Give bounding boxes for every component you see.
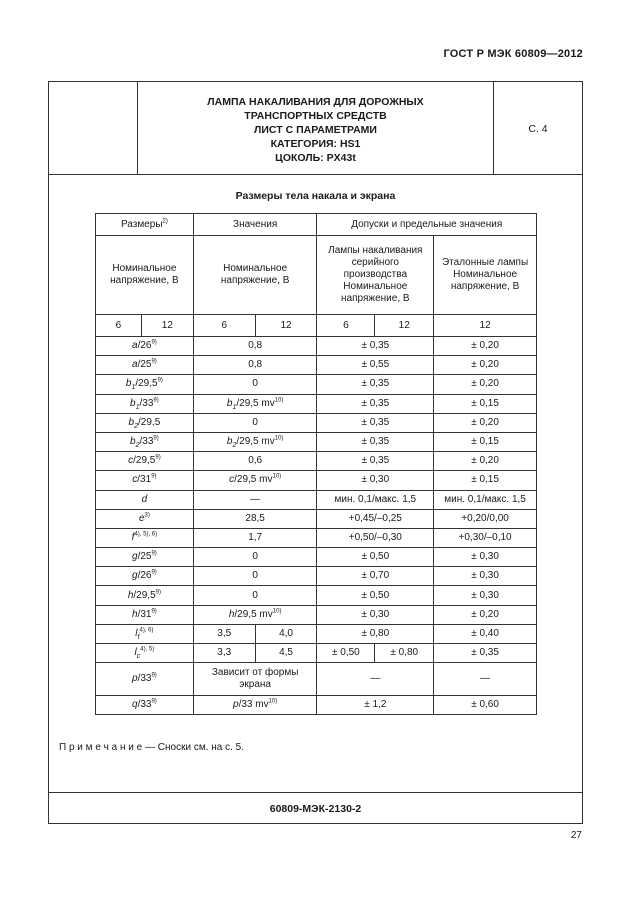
tolerance-cell: ± 0,35 bbox=[317, 337, 434, 356]
value-cell: Зависит от формы экрана bbox=[193, 663, 317, 696]
parameter-cell: $b_2/29,5$ bbox=[96, 413, 194, 432]
parameter-cell: $l_c^{4), 5)}$ bbox=[96, 644, 194, 663]
reference-tolerance-cell: +0,20/0,00 bbox=[434, 509, 537, 528]
parameter-cell: p/33$^{9)}$ bbox=[96, 663, 194, 696]
col-header-dimensions: Размеры$^{2)}$ bbox=[96, 214, 194, 236]
table-row bbox=[96, 337, 537, 356]
parameter-cell: c/29,5$^{9)}$ bbox=[96, 452, 194, 471]
value-cell: 0 bbox=[193, 567, 317, 586]
parameter-symbol: $b_2$ bbox=[130, 436, 140, 450]
reference-tolerance-cell: ± 0,60 bbox=[434, 696, 537, 715]
section-title: Размеры тела накала и экрана bbox=[235, 190, 396, 202]
voltage-12: 12 bbox=[434, 315, 537, 337]
tolerance-cell: ± 0,35 bbox=[317, 375, 434, 394]
parameter-symbol: q bbox=[132, 699, 138, 711]
table-row bbox=[96, 490, 537, 509]
parameter-cell: a/26$^{9)}$ bbox=[96, 337, 194, 356]
tolerance-cell: +0,50/–0,30 bbox=[317, 528, 434, 547]
reference-tolerance-cell: +0,30/–0,10 bbox=[434, 528, 537, 547]
tolerance-cell: ± 0,30 bbox=[317, 471, 434, 490]
header-title bbox=[138, 82, 494, 175]
sheet-code: 60809-МЭК-2130-2 bbox=[269, 803, 362, 815]
parameter-cell: g/25$^{9)}$ bbox=[96, 548, 194, 567]
table-row bbox=[96, 471, 537, 490]
table-row bbox=[96, 548, 537, 567]
value-symbol: h bbox=[228, 608, 235, 620]
footer-divider bbox=[49, 792, 582, 793]
reference-tolerance-cell: ± 0,15 bbox=[434, 394, 537, 413]
tolerance-cell: мин. 0,1/макс. 1,5 bbox=[317, 490, 434, 509]
value-cell: $b_1/29,5$ $mv^{10)}$ bbox=[193, 394, 317, 413]
parameter-symbol: a bbox=[132, 340, 138, 352]
col-header-values-voltage: Номинальное напряжение, В bbox=[193, 236, 317, 315]
value-12v: 4,0 bbox=[255, 624, 317, 643]
col-header-tolerances: Допуски и предельные значения bbox=[317, 214, 537, 236]
value-symbol: p bbox=[233, 699, 239, 711]
value-cell: 0 bbox=[193, 375, 317, 394]
parameter-cell: $e^{3)}$ bbox=[96, 509, 194, 528]
table-row bbox=[96, 432, 537, 451]
reference-tolerance-cell: ± 0,15 bbox=[434, 471, 537, 490]
value-symbol: $b_2$ bbox=[226, 436, 237, 450]
parameter-symbol: $b_2$ bbox=[128, 416, 139, 430]
parameter-cell: $b_1/33^{9)}$ bbox=[96, 394, 194, 413]
header-line: КАТЕГОРИЯ: HS1 bbox=[270, 138, 361, 150]
value-12v: 4,5 bbox=[255, 644, 317, 663]
parameter-cell bbox=[96, 490, 194, 509]
reference-tolerance-cell: ± 0,40 bbox=[434, 624, 537, 643]
table-row bbox=[96, 586, 537, 605]
table-row bbox=[96, 567, 537, 586]
parameter-symbol: a bbox=[132, 359, 138, 371]
reference-tolerance-cell: ± 0,20 bbox=[434, 452, 537, 471]
dimensions-table bbox=[95, 213, 537, 715]
value-cell: 0 bbox=[193, 413, 317, 432]
parameter-symbol: p bbox=[132, 673, 138, 685]
table-row bbox=[96, 605, 537, 624]
header-line: ТРАНСПОРТНЫХ СРЕДСТВ bbox=[244, 110, 387, 122]
voltage-6: 6 bbox=[317, 315, 375, 337]
reference-tolerance-cell: ± 0,15 bbox=[434, 432, 537, 451]
col-header-values: Значения bbox=[193, 214, 317, 236]
parameter-cell: $f^{4), 5), 6)}$ bbox=[96, 528, 194, 547]
table-row bbox=[96, 624, 537, 643]
parameter-symbol: $l_f$ bbox=[135, 627, 140, 641]
header-blank-cell bbox=[49, 82, 138, 175]
value-cell: 0,6 bbox=[193, 452, 317, 471]
value-cell: $b_2/29,5$ $mv^{10)}$ bbox=[193, 432, 317, 451]
reference-tolerance-cell: ± 0,20 bbox=[434, 413, 537, 432]
tolerance-cell: ± 0,50 bbox=[317, 548, 434, 567]
reference-tolerance-cell: ± 0,35 bbox=[434, 644, 537, 663]
sheet-page-label: С. 4 bbox=[528, 122, 548, 135]
table-row bbox=[96, 663, 537, 696]
col-header-series-lamps: Лампы накаливания серийного производства Номинальное напряжение, В bbox=[317, 236, 434, 315]
voltage-12: 12 bbox=[141, 315, 193, 337]
tolerance-cell: ± 0,35 bbox=[317, 413, 434, 432]
parameter-symbol: h bbox=[127, 589, 134, 601]
reference-tolerance-cell: ± 0,30 bbox=[434, 567, 537, 586]
voltage-12: 12 bbox=[255, 315, 317, 337]
parameter-symbol: c bbox=[132, 474, 138, 486]
reference-tolerance-cell: ± 0,30 bbox=[434, 586, 537, 605]
header-line: ЛИСТ С ПАРАМЕТРАМИ bbox=[254, 124, 377, 136]
parameter-symbol: c bbox=[128, 455, 134, 467]
tolerance-cell: ± 0,35 bbox=[317, 394, 434, 413]
sheet-frame bbox=[48, 81, 583, 824]
parameter-cell: $b_1/29,5^{9)}$ bbox=[96, 375, 194, 394]
reference-tolerance-cell: ± 0,20 bbox=[434, 605, 537, 624]
reference-tolerance-cell: ± 0,20 bbox=[434, 375, 537, 394]
value-cell: — bbox=[193, 490, 317, 509]
parameter-cell: g/26$^{9)}$ bbox=[96, 567, 194, 586]
tolerance-cell: ± 0,55 bbox=[317, 356, 434, 375]
tolerance-6v: ± 0,50 bbox=[317, 644, 375, 663]
parameter-symbol: d bbox=[141, 493, 148, 505]
value-symbol: c bbox=[229, 474, 235, 486]
parameter-symbol: g bbox=[132, 570, 138, 582]
standard-number: ГОСТ Р МЭК 60809—2012 bbox=[443, 48, 583, 60]
value-cell: 1,7 bbox=[193, 528, 317, 547]
table-row bbox=[96, 375, 537, 394]
tolerance-cell: ± 1,2 bbox=[317, 696, 434, 715]
tolerance-cell: ± 0,35 bbox=[317, 432, 434, 451]
col-header-nominal-voltage: Номинальное напряжение, В bbox=[96, 236, 194, 315]
reference-tolerance-cell: — bbox=[434, 663, 537, 696]
voltage-12: 12 bbox=[375, 315, 434, 337]
voltage-6: 6 bbox=[193, 315, 255, 337]
tolerance-cell: — bbox=[317, 663, 434, 696]
table-row bbox=[96, 528, 537, 547]
parameter-symbol: $b_1$ bbox=[125, 378, 136, 392]
parameter-symbol: f bbox=[131, 531, 135, 543]
page-number: 27 bbox=[570, 830, 582, 841]
col-header-reference-lamps: Эталонные лампы Номинальное напряжение, В bbox=[434, 236, 537, 315]
value-cell: c/29,5 $mv^{10)}$ bbox=[193, 471, 317, 490]
table-note: П р и м е ч а н и е — Сноски см. на с. 5. bbox=[59, 742, 245, 753]
parameter-symbol: $l_c$ bbox=[134, 647, 141, 661]
value-cell: 0,8 bbox=[193, 356, 317, 375]
value-6v: 3,3 bbox=[193, 644, 255, 663]
value-6v: 3,5 bbox=[193, 624, 255, 643]
tolerance-cell: ± 0,30 bbox=[317, 605, 434, 624]
parameter-symbol: g bbox=[132, 551, 138, 563]
parameter-cell: h/29,5$^{9)}$ bbox=[96, 586, 194, 605]
table-row bbox=[96, 509, 537, 528]
reference-tolerance-cell: ± 0,20 bbox=[434, 356, 537, 375]
value-cell: p/33 $mv^{10)}$ bbox=[193, 696, 317, 715]
sheet-header bbox=[49, 82, 582, 175]
voltage-6: 6 bbox=[96, 315, 142, 337]
parameter-symbol: e bbox=[138, 512, 145, 524]
value-cell: 28,5 bbox=[193, 509, 317, 528]
tolerance-cell: ± 0,35 bbox=[317, 452, 434, 471]
parameter-symbol: h bbox=[132, 608, 138, 620]
parameter-cell: $b_2/33^{9)}$ bbox=[96, 432, 194, 451]
tolerance-cell: ± 0,50 bbox=[317, 586, 434, 605]
header-line: ЦОКОЛЬ: PX43t bbox=[275, 152, 356, 164]
tolerance-12v: ± 0,80 bbox=[375, 644, 434, 663]
parameter-cell: $l_f^{4), 6)}$ bbox=[96, 624, 194, 643]
table-row bbox=[96, 356, 537, 375]
value-cell: 0,8 bbox=[193, 337, 317, 356]
table-row bbox=[96, 452, 537, 471]
table-row bbox=[96, 413, 537, 432]
reference-tolerance-cell: ± 0,30 bbox=[434, 548, 537, 567]
parameter-cell: a/25$^{9)}$ bbox=[96, 356, 194, 375]
table-row bbox=[96, 644, 537, 663]
tolerance-cell: +0,45/–0,25 bbox=[317, 509, 434, 528]
table-row bbox=[96, 696, 537, 715]
header-line: ЛАМПА НАКАЛИВАНИЯ ДЛЯ ДОРОЖНЫХ bbox=[207, 96, 424, 108]
value-symbol: $b_1$ bbox=[226, 397, 237, 411]
parameter-cell: h/31$^{9)}$ bbox=[96, 605, 194, 624]
value-cell: h/29,5 $mv^{10)}$ bbox=[193, 605, 317, 624]
tolerance-cell: ± 0,70 bbox=[317, 567, 434, 586]
reference-tolerance-cell: мин. 0,1/макс. 1,5 bbox=[434, 490, 537, 509]
value-cell: 0 bbox=[193, 548, 317, 567]
parameter-symbol: $b_1$ bbox=[130, 397, 140, 411]
tolerance-cell: ± 0,80 bbox=[317, 624, 434, 643]
value-cell: 0 bbox=[193, 586, 317, 605]
table-row bbox=[96, 394, 537, 413]
parameter-cell: q/33$^{9)}$ bbox=[96, 696, 194, 715]
reference-tolerance-cell: ± 0,20 bbox=[434, 337, 537, 356]
parameter-cell: c/31$^{9)}$ bbox=[96, 471, 194, 490]
